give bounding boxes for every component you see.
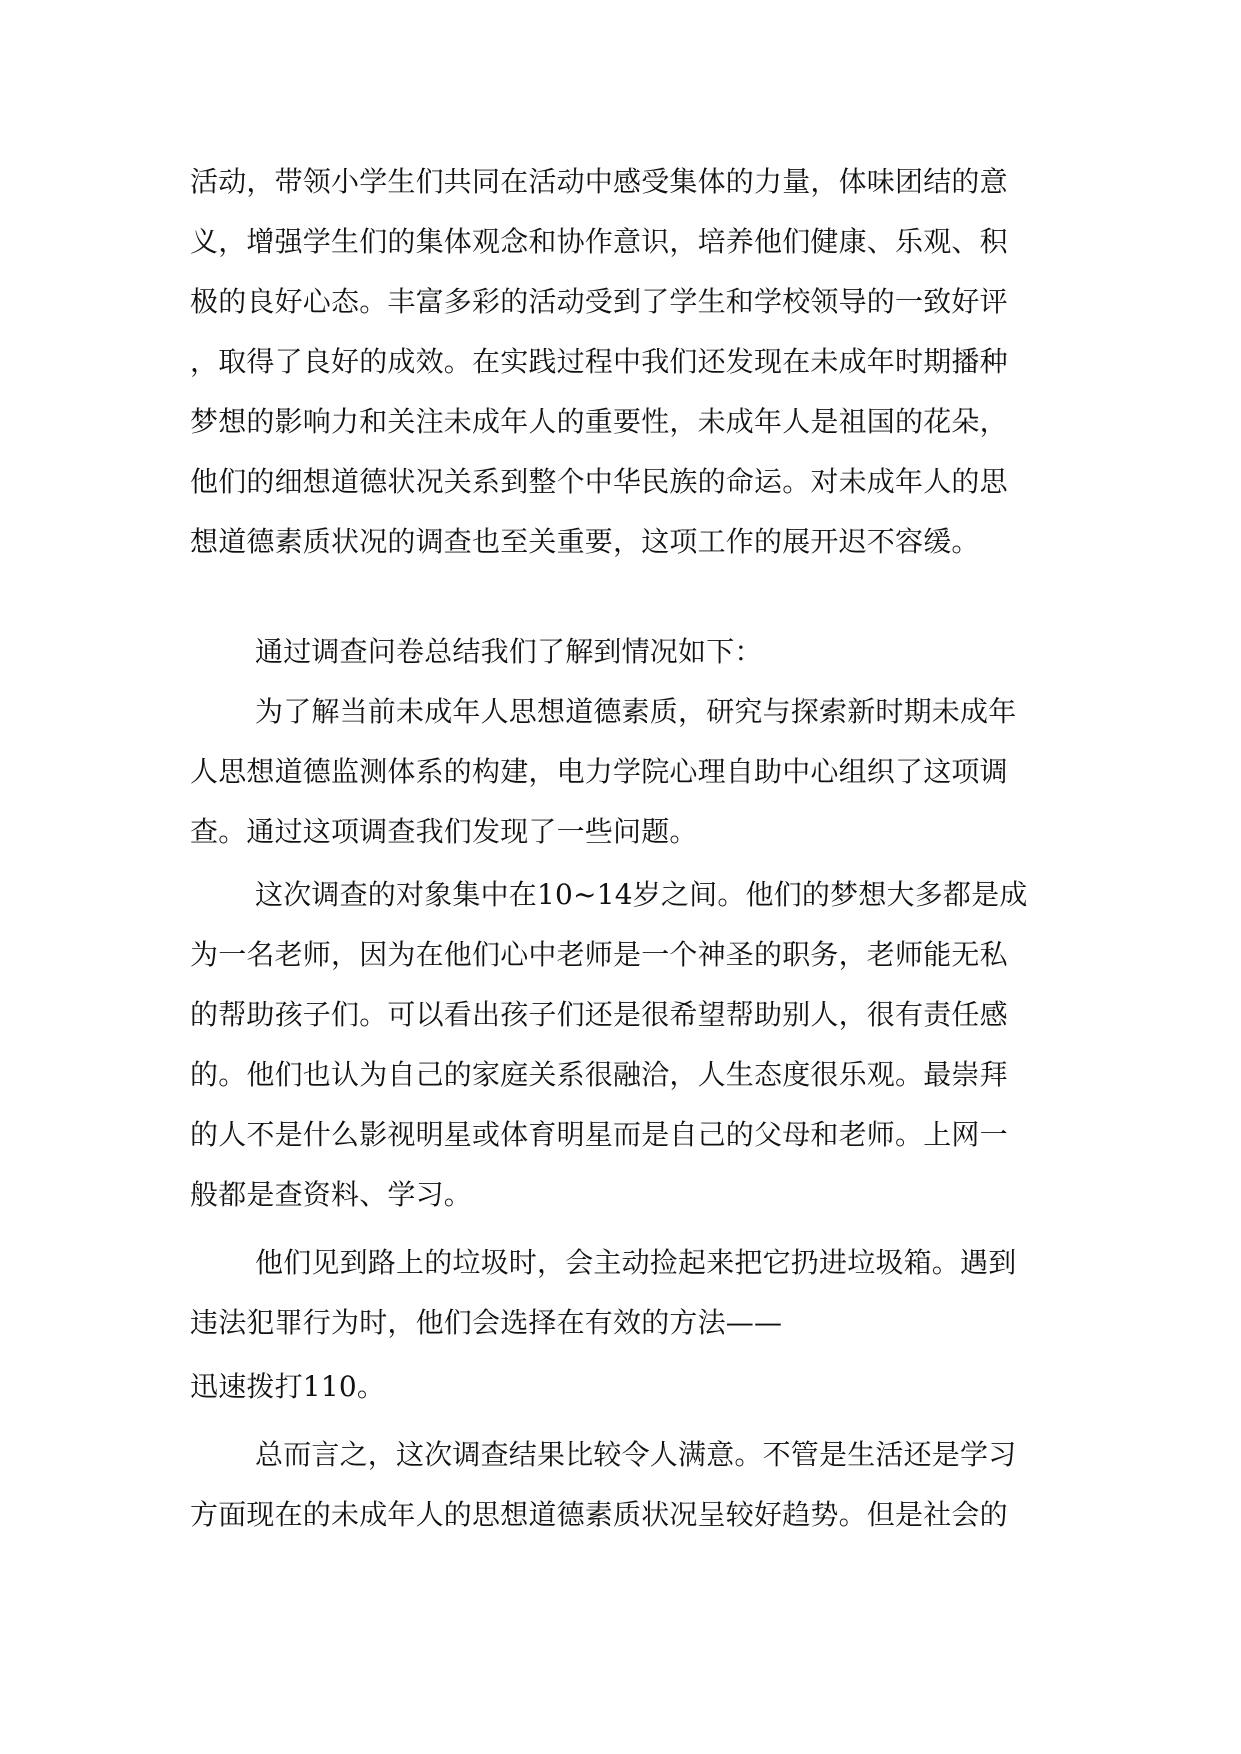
text-line: 查。通过这项调查我们发现了一些问题。 — [190, 815, 698, 848]
text-line: 的人不是什么影视明星或体育明星而是自己的父母和老师。上网一 — [190, 1118, 1008, 1151]
text-line: 总而言之，这次调查结果比较令人满意。不管是生活还是学习 — [255, 1438, 1017, 1471]
text-line: 极的良好心态。丰富多彩的活动受到了学生和学校领导的一致好评 — [190, 285, 1008, 318]
text-line: 活动，带领小学生们共同在活动中感受集体的力量，体味团结的意 — [190, 165, 1008, 198]
text-line: 违法犯罪行为时，他们会选择在有效的方法—— — [190, 1306, 783, 1339]
text-line: 他们见到路上的垃圾时，会主动捡起来把它扔进垃圾箱。遇到 — [255, 1246, 1017, 1279]
text-line: 为了解当前未成年人思想道德素质，研究与探索新时期未成年 — [255, 695, 1017, 728]
text-line: 人思想道德监测体系的构建，电力学院心理自助中心组织了这项调 — [190, 755, 1008, 788]
text-line: ，取得了良好的成效。在实践过程中我们还发现在未成年时期播种 — [190, 345, 1008, 378]
text-line: 通过调查问卷总结我们了解到情况如下： — [255, 635, 763, 668]
text-line: 想道德素质状况的调查也至关重要，这项工作的展开迟不容缓。 — [190, 525, 980, 558]
text-line: 为一名老师，因为在他们心中老师是一个神圣的职务，老师能无私 — [190, 938, 1008, 971]
text-line: 义，增强学生们的集体观念和协作意识，培养他们健康、乐观、积 — [190, 225, 1008, 258]
text-line: 梦想的影响力和关注未成年人的重要性，未成年人是祖国的花朵， — [190, 405, 1008, 438]
text-line: 的。他们也认为自己的家庭关系很融洽，人生态度很乐观。最崇拜 — [190, 1058, 1008, 1091]
text-line: 他们的细想道德状况关系到整个中华民族的命运。对未成年人的思 — [190, 465, 1008, 498]
text-line: 这次调查的对象集中在10~14岁之间。他们的梦想大多都是成 — [255, 878, 1028, 911]
text-line: 的帮助孩子们。可以看出孩子们还是很希望帮助别人，很有责任感 — [190, 998, 1008, 1031]
text-line: 般都是查资料、学习。 — [190, 1178, 473, 1211]
text-line: 方面现在的未成年人的思想道德素质状况呈较好趋势。但是社会的 — [190, 1498, 1008, 1531]
text-line: 迅速拨打110。 — [190, 1370, 386, 1403]
